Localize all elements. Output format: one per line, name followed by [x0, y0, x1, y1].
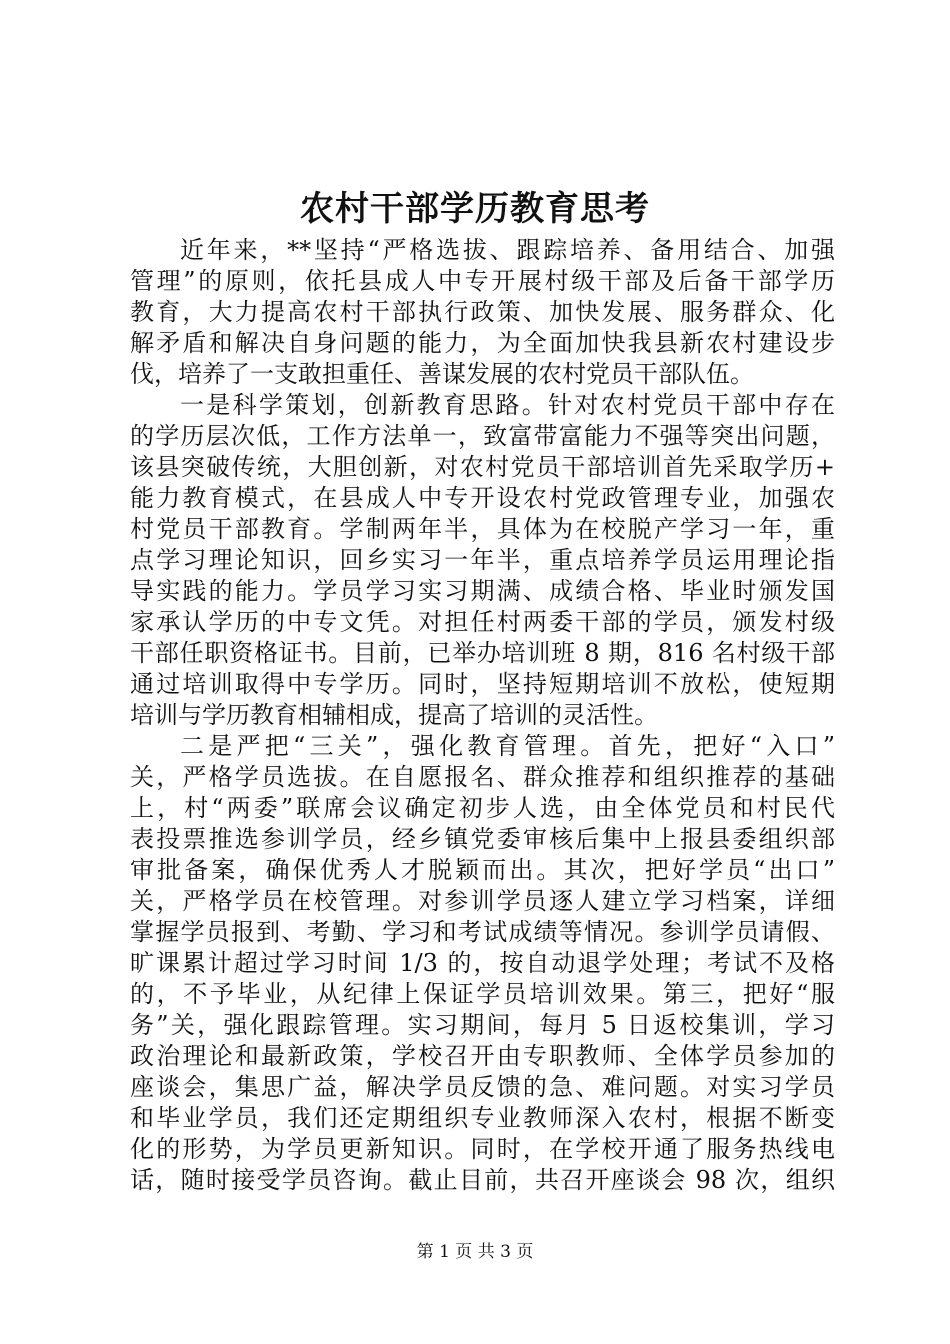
text-line: 的，不予毕业，从纪律上保证学员培训效果。第三，把好“服 — [130, 980, 835, 1008]
text-line: 和毕业学员，我们还定期组织专业教师深入农村，根据不断变 — [130, 1104, 835, 1132]
text-line: 村党员干部教育。学制两年半，具体为在校脱产学习一年，重 — [130, 515, 835, 543]
document-body — [130, 235, 835, 1196]
text-line: 该县突破传统，大胆创新，对农村党员干部培训首先采取学历+ — [130, 453, 835, 481]
page-footer: 第 1 页 共 3 页 — [416, 1242, 534, 1262]
text-line: 座谈会，集思广益，解决学员反馈的急、难问题。对实习学员 — [130, 1073, 835, 1101]
text-line: 化的形势，为学员更新知识。同时，在学校开通了服务热线电 — [130, 1135, 835, 1163]
text-line: 话，随时接受学员咨询。截止目前，共召开座谈会 98 次，组织 — [130, 1166, 835, 1194]
text-line: 管理”的原则，依托县成人中专开展村级干部及后备干部学历 — [130, 267, 835, 295]
text-line: 教育，大力提高农村干部执行政策、加快发展、服务群众、化 — [130, 298, 835, 326]
text-line: 近年来，**坚持“严格选拔、跟踪培养、备用结合、加强 — [180, 236, 835, 264]
text-line: 的学历层次低，工作方法单一，致富带富能力不强等突出问题， — [130, 422, 835, 450]
text-line: 伐，培养了一支敢担重任、善谋发展的农村党员干部队伍。 — [130, 360, 754, 388]
text-line: 表投票推选参训学员，经乡镇党委审核后集中上报县委组织部 — [130, 825, 835, 853]
text-line: 一是科学策划，创新教育思路。针对农村党员干部中存在 — [180, 391, 835, 419]
text-line: 导实践的能力。学员学习实习期满、成绩合格、毕业时颁发国 — [130, 577, 835, 605]
text-line: 务”关，强化跟踪管理。实习期间，每月 5 日返校集训，学习 — [130, 1011, 835, 1039]
text-line: 点学习理论知识，回乡实习一年半，重点培养学员运用理论指 — [130, 546, 835, 574]
document-title: 农村干部学历教育思考 — [300, 189, 650, 229]
text-line: 通过培训取得中专学历。同时，坚持短期培训不放松，使短期 — [130, 670, 835, 698]
text-line: 解矛盾和解决自身问题的能力，为全面加快我县新农村建设步 — [130, 329, 835, 357]
text-line: 干部任职资格证书。目前，已举办培训班 8 期，816 名村级干部 — [130, 639, 835, 667]
text-line: 培训与学历教育相辅相成，提高了培训的灵活性。 — [130, 701, 658, 729]
text-line: 政治理论和最新政策，学校召开由专职教师、全体学员参加的 — [130, 1042, 835, 1070]
text-line: 上，村“两委”联席会议确定初步人选，由全体党员和村民代 — [130, 794, 835, 822]
text-line: 二是严把“三关”，强化教育管理。首先，把好“入口” — [180, 732, 835, 760]
text-line: 审批备案，确保优秀人才脱颖而出。其次，把好学员“出口” — [130, 856, 835, 884]
text-line: 掌握学员报到、考勤、学习和考试成绩等情况。参训学员请假、 — [130, 918, 835, 946]
text-line: 关，严格学员在校管理。对参训学员逐人建立学习档案，详细 — [130, 887, 835, 915]
text-line: 家承认学历的中专文凭。对担任村两委干部的学员，颁发村级 — [130, 608, 835, 636]
text-line: 关，严格学员选拔。在自愿报名、群众推荐和组织推荐的基础 — [130, 763, 835, 791]
text-line: 能力教育模式，在县成人中专开设农村党政管理专业，加强农 — [130, 484, 835, 512]
text-line: 旷课累计超过学习时间 1/3 的，按自动退学处理；考试不及格 — [130, 949, 835, 977]
